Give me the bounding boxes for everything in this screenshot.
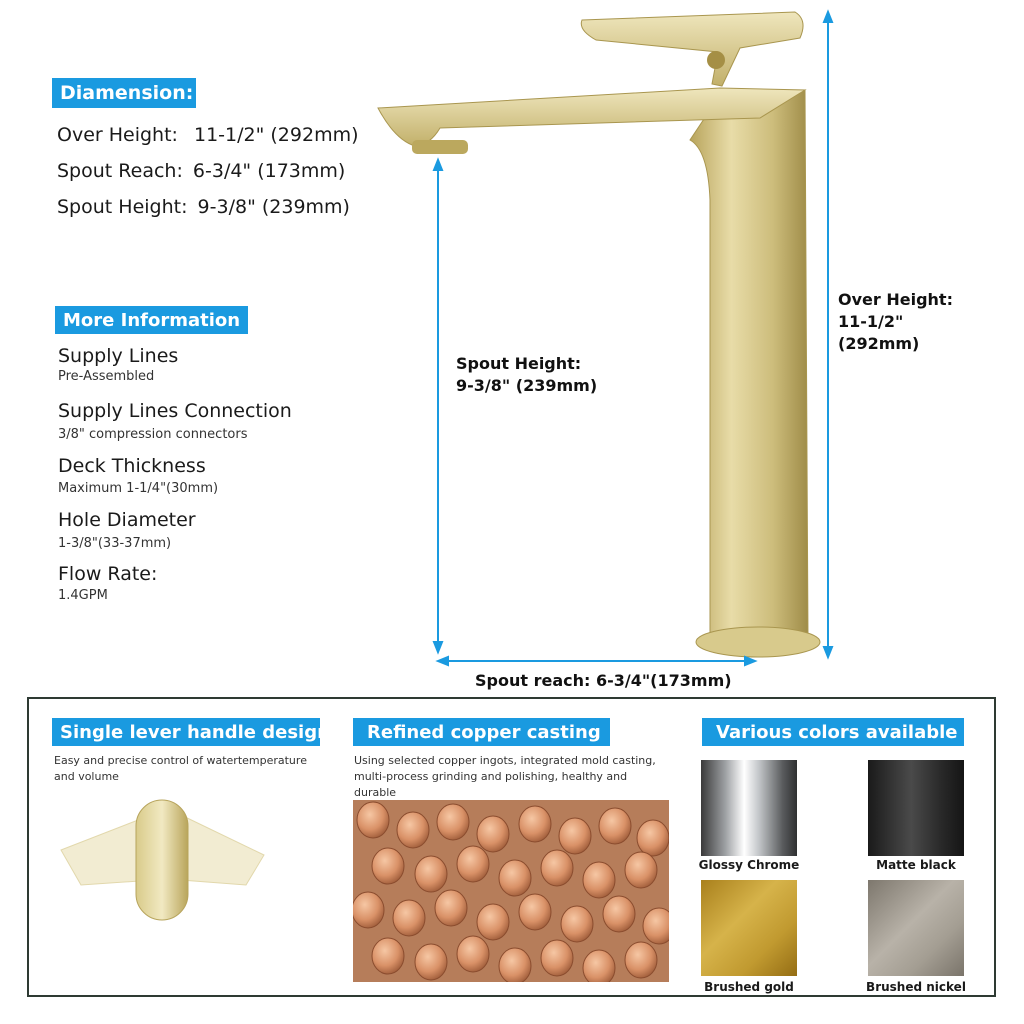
info-item-title: Hole Diameter (58, 509, 196, 531)
over-height-callout (838, 289, 953, 355)
info-item-detail: Maximum 1-1/4"(30mm) (58, 481, 219, 496)
swatch-label: Matte black (876, 858, 956, 872)
info-item-detail: 1.4GPM (58, 588, 108, 603)
spout-height-callout-value: 9-3/8" (239mm) (456, 376, 598, 395)
info-item-detail: Pre-Assembled (58, 369, 155, 384)
spout-reach-label: Spout Reach: (57, 160, 183, 182)
swatch-brushed-gold (701, 880, 797, 976)
casting-feature-desc: Using selected copper ingots, integrated mold casting, multi-process grinding and polishing, healthy and durable (354, 754, 656, 799)
swatch-label: Brushed gold (704, 980, 794, 994)
swatch-glossy-chrome (701, 760, 797, 856)
spout-height-callout-label: Spout Height: (456, 354, 582, 373)
spout-height-arrow (434, 160, 442, 652)
handle-illustration (56, 795, 268, 925)
info-item-title: Deck Thickness (58, 455, 206, 477)
faucet-body (690, 90, 808, 640)
info-item-detail: 3/8" compression connectors (58, 427, 248, 442)
over-height-arrow (824, 12, 832, 657)
over-height-callout-label: Over Height: (838, 290, 953, 309)
faucet-base (696, 627, 820, 657)
casting-feature-heading: Refined copper casting (353, 718, 610, 746)
over-height-callout-mm: (292mm) (838, 334, 920, 353)
spout-reach-value: 6-3/4" (173mm) (192, 160, 346, 182)
over-height-value: 11-1/2" (292mm) (194, 124, 359, 146)
over-height-label: Over Height: (57, 124, 178, 146)
spout-reach-callout: Spout reach: 6-3/4"(173mm) (475, 671, 732, 690)
spout-height-callout (456, 353, 597, 397)
dimension-heading: Diamension: (52, 78, 196, 108)
copper-ingots-photo (353, 800, 669, 982)
faucet-handle-pivot (707, 51, 725, 69)
spout-height-label: Spout Height: (57, 196, 188, 218)
over-height-callout-value: 11-1/2" (838, 312, 904, 331)
faucet-handle (581, 12, 803, 86)
info-item-title: Supply Lines (58, 345, 179, 367)
spout-reach-arrow (438, 657, 755, 665)
spout-height-value: 9-3/8" (239mm) (197, 196, 350, 218)
handle-feature-heading: Single lever handle design (52, 718, 320, 746)
more-info-heading: More Information (55, 306, 248, 334)
faucet-aerator (412, 140, 468, 154)
swatch-label: Brushed nickel (866, 980, 966, 994)
handle-feature-desc: Easy and precise control of watertemperature and volume (54, 754, 307, 783)
info-item-title: Supply Lines Connection (58, 400, 292, 422)
info-item-detail: 1-3/8"(33-37mm) (58, 536, 172, 551)
colors-feature-heading: Various colors available (702, 718, 964, 746)
swatch-brushed-nickel (868, 880, 964, 976)
swatch-label: Glossy Chrome (698, 858, 800, 872)
swatch-matte-black (868, 760, 964, 856)
info-item-title: Flow Rate: (58, 563, 158, 585)
